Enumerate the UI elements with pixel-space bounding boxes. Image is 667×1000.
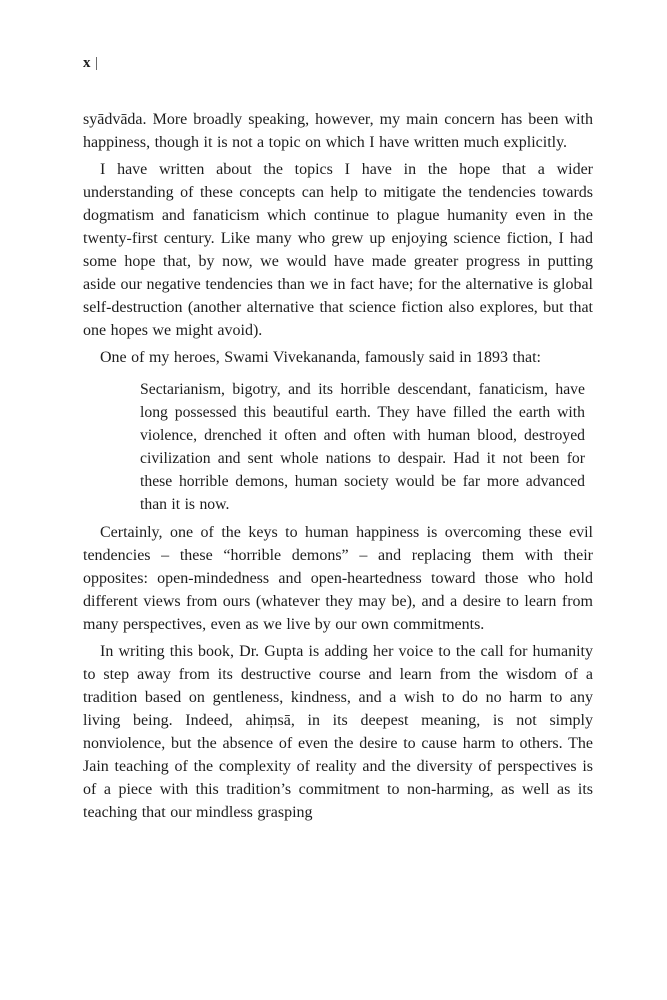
paragraph: One of my heroes, Swami Vivekananda, famously said in 1893 that: [100, 349, 541, 366]
page-body [83, 108, 593, 824]
paragraph: In writing this book, Dr. Gupta is adding her voice to the call for humanity to step away from its destructive course and learn from the wisdom of a tradition based on gentleness, kindness, and a wish to do no harm to any living being. Indeed, ahiṃsā, in its deepest meaning, is not simply nonviolence, but the absence of even the desire to cause harm to others. The Jain teaching of the complexity of reality and the diversity of perspectives is of a piece with this tradition’s commitment to non-harming, as well as its teaching that our mindless grasping [83, 643, 593, 821]
paragraph: I have written about the topics I have in the hope that a wider understanding of these concepts can help to mitigate the tendencies towards dogmatism and fanaticism which continue to plague humanity even in the twenty-first century. Like many who grew up enjoying science fiction, I had some hope that, by now, we would have made greater progress in putting aside our negative tendencies than we in fact have; for the alternative is global self-destruction (another alternative that science fiction also explores, but that one hopes we might avoid). [83, 161, 593, 339]
page-header [83, 55, 593, 71]
paragraph: syādvāda. More broadly speaking, however, my main concern has been with happiness, though it is not a topic on which I have written much explicitly. [83, 111, 593, 151]
paragraph: Certainly, one of the keys to human happiness is overcoming these evil tendencies – these “horrible demons” – and replacing them with their opposites: open-mindedness and open-heartedness toward those who hold different views from ours (whatever they may be), and a desire to learn from many perspectives, even as we live by our own commitments. [83, 524, 593, 633]
page-number: x [83, 55, 91, 71]
header-separator: | [95, 55, 99, 71]
block-quote: Sectarianism, bigotry, and its horrible descendant, fanaticism, have long possessed this beautiful earth. They have filled the earth with violence, drenched it often and often with human blood, destroyed civilization and sent whole nations to despair. Had it not been for these horrible demons, human society would be far more advanced than it is now. [140, 381, 585, 513]
